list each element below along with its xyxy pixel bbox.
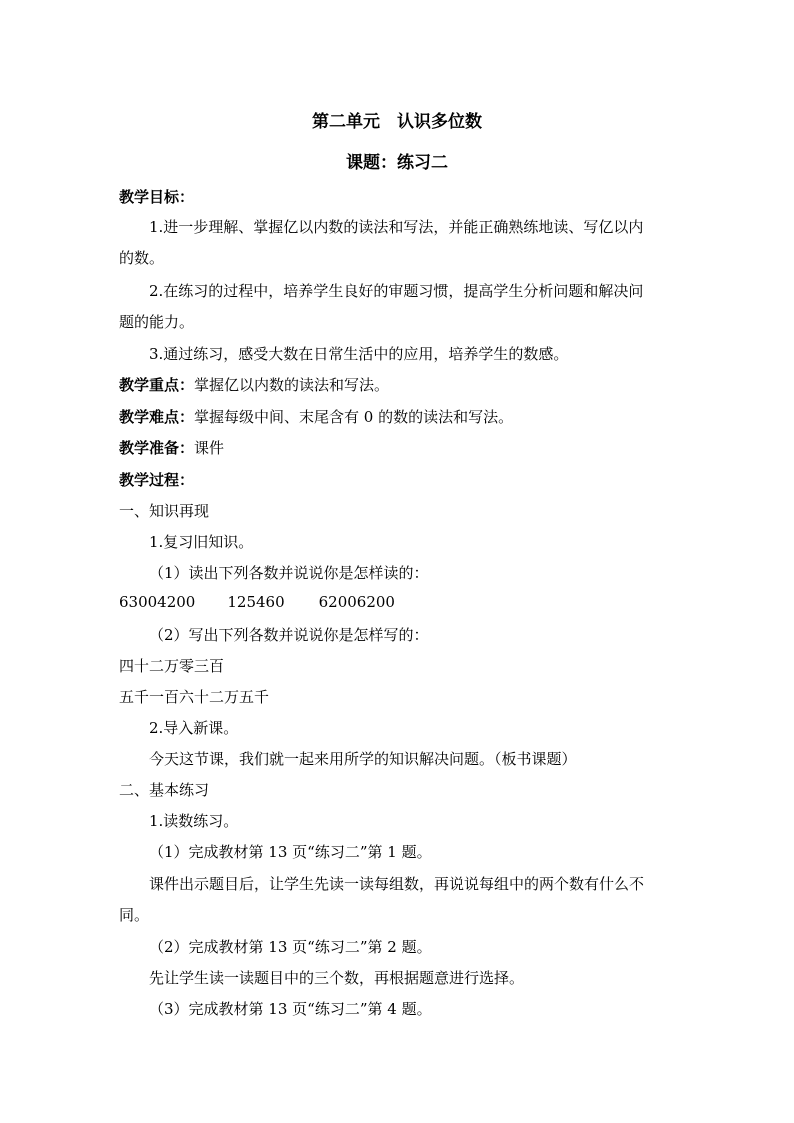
number-2: 125460 (227, 593, 285, 611)
goal-1-line-1: 1.进一步理解、掌握亿以内数的读法和写法，并能正确熟练地读、写亿以内 (149, 218, 644, 236)
difficulty-label: 教学难点： (119, 408, 195, 426)
preparation-label: 教学准备： (119, 439, 195, 457)
key-point-label: 教学重点： (119, 376, 195, 394)
section-2-question-1-desc-line-1: 课件出示题目后，让学生先读一读每组数，再说说每组中的两个数有什么不 (149, 875, 645, 893)
section-1-item-2: 2.导入新课。 (149, 719, 239, 737)
goal-2-line-1: 2.在练习的过程中，培养学生良好的审题习惯，提高学生分析问题和解决问 (149, 282, 644, 300)
section-2-question-1: （1）完成教材第 13 页“练习二”第 1 题。 (149, 843, 432, 861)
goals-heading: 教学目标： (119, 188, 195, 206)
section-2-question-2-desc: 先让学生读一读题目中的三个数，再根据题意进行选择。 (149, 969, 525, 987)
section-2-question-2: （2）完成教材第 13 页“练习二”第 2 题。 (149, 938, 432, 956)
lesson-subtitle: 课题：练习二 (346, 153, 448, 173)
section-2-heading: 二、基本练习 (119, 781, 210, 799)
preparation-text: 课件 (194, 439, 225, 457)
page-title: 第二单元 认识多位数 (312, 112, 482, 132)
difficulty-text: 掌握每级中间、末尾含有 0 的数的读法和写法。 (194, 408, 514, 426)
number-list (119, 593, 395, 611)
number-3: 62006200 (318, 593, 395, 611)
process-heading: 教学过程： (119, 471, 195, 489)
key-point (119, 374, 389, 395)
section-2-question-1-desc-line-2: 同。 (119, 906, 150, 924)
section-2-question-3: （3）完成教材第 13 页“练习二”第 4 题。 (149, 1000, 432, 1018)
key-point-text: 掌握亿以内数的读法和写法。 (194, 376, 390, 394)
section-1-item-1: 1.复习旧知识。 (149, 533, 254, 551)
preparation (119, 437, 224, 458)
goal-2-line-2: 题的能力。 (119, 313, 195, 331)
section-1-question-1: （1）读出下列各数并说说你是怎样读的： (149, 564, 429, 582)
section-2-item-1: 1.读数练习。 (149, 812, 239, 830)
section-1-heading: 一、知识再现 (119, 502, 210, 520)
number-words-2: 五千一百六十二万五千 (119, 688, 270, 706)
number-words-1: 四十二万零三百 (119, 657, 225, 675)
section-1-intro: 今天这节课，我们就一起来用所学的知识解决问题。（板书课题） (149, 750, 577, 768)
difficulty-point (119, 406, 513, 427)
section-1-question-2: （2）写出下列各数并说说你是怎样写的： (149, 626, 429, 644)
goal-1-line-2: 的数。 (119, 249, 165, 267)
number-1: 63004200 (119, 593, 196, 611)
goal-3: 3.通过练习，感受大数在日常生活中的应用，培养学生的数感。 (149, 345, 569, 363)
